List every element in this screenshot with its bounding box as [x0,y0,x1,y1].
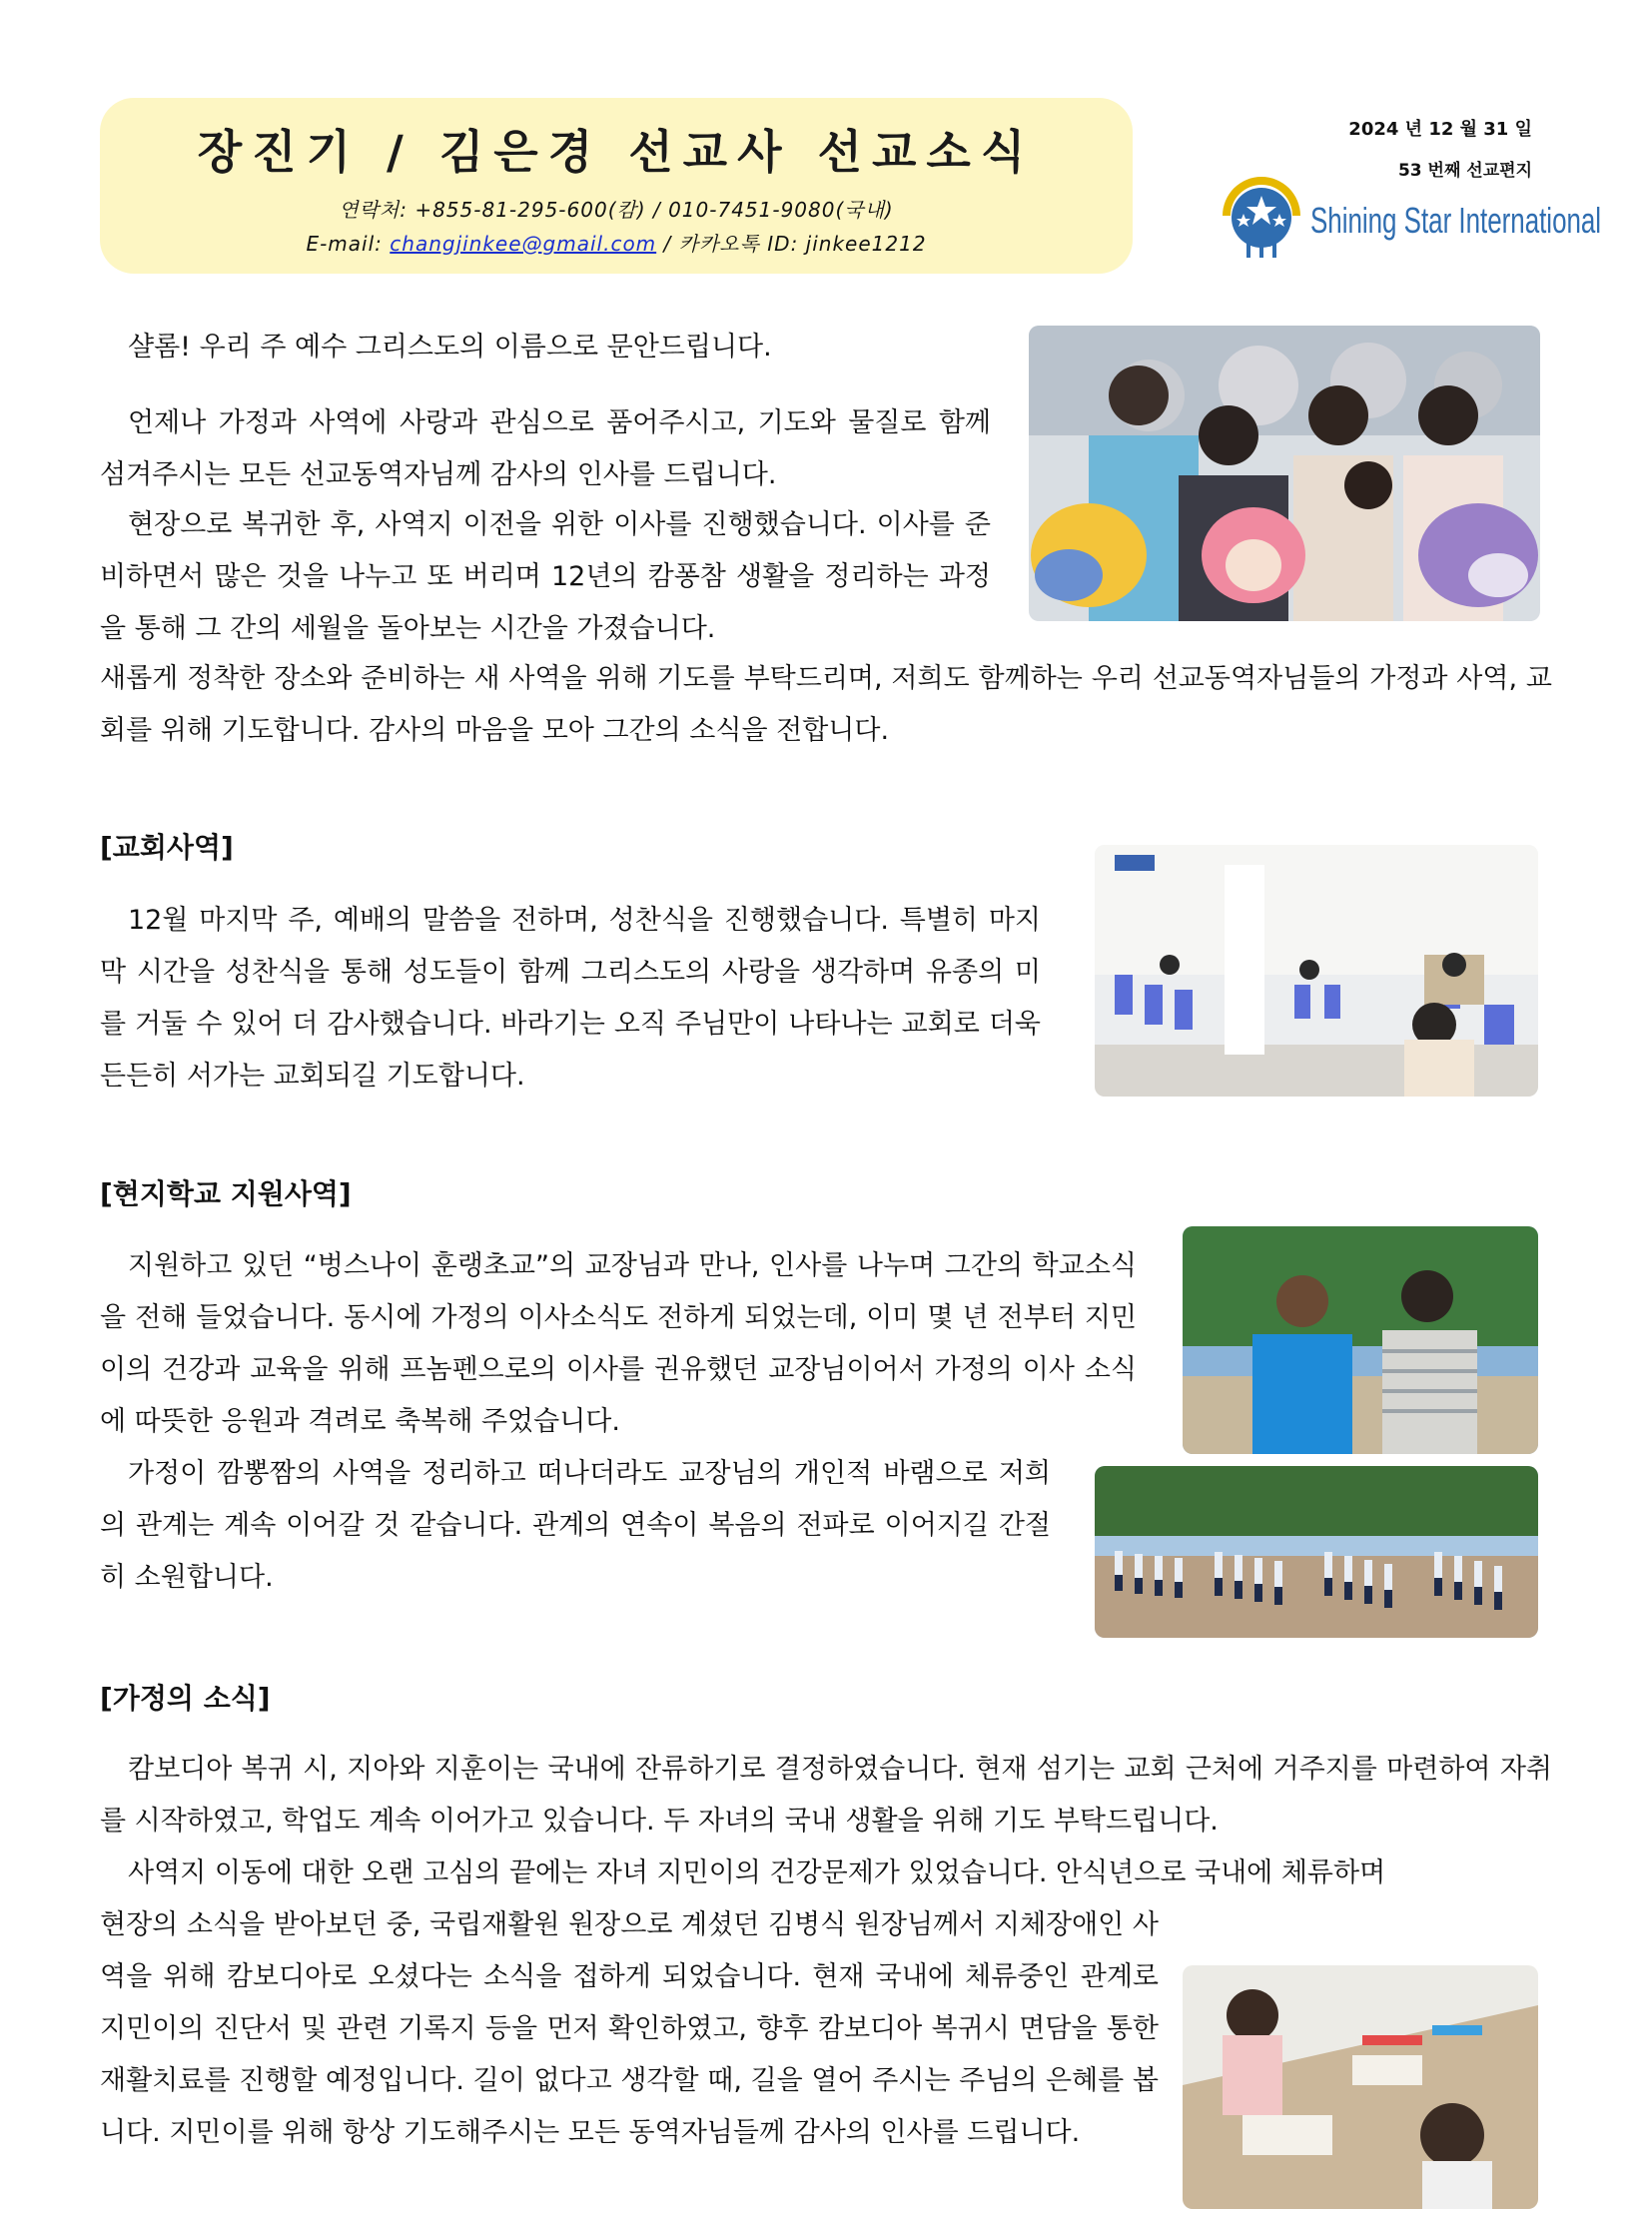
intro-paragraph-1: 언제나 가정과 사역에 사랑과 관심으로 품어주시고, 기도와 물질로 함께 섬겨주시는 모든 선교동역자님께 감사의 인사를 드립니다. [100,407,991,490]
church-paragraph: 12월 마지막 주, 예배의 말씀을 전하며, 성찬식을 진행했습니다. 특별히 마지막 시간을 성찬식을 통해 성도들이 함께 그리스도의 사랑을 생각하며 유종의 미를 거둘 수 있어 더 감사했습니다. 바라기는 오직 주님만이 나타나는 교회로 더욱 든든히 서가는 교회되길 기도합니다. [100,905,1041,1092]
school-paragraph-2: 가정이 깜뽕짬의 사역을 정리하고 떠나더라도 교장님의 개인적 바램으로 저희의 관계는 계속 이어갈 것 같습니다. 관계의 연속이 복음의 전파로 이어지길 간절히 소원합니다. [100,1458,1051,1593]
family-paragraph-1: 캄보디아 복귀 시, 지아와 지훈이는 국내에 잔류하기로 결정하였습니다. 현재 섬기는 교회 근처에 거주지를 마련하여 자취를 시작하였고, 학업도 계속 이어가고 있습니다. 두 자녀의 국내 생활을 위해 기도 부탁드립니다. [100,1754,1552,1837]
logo-text: Shining Star International [1310,200,1602,241]
email-line [100,228,1133,257]
intro-greeting: 샬롬! 우리 주 예수 그리스도의 이름으로 문안드립니다. [128,332,772,363]
contact-info: 연락처: +855-81-295-600(캄) / 010-7451-9080(국내) [339,198,894,222]
star-emblem-icon [1217,176,1306,266]
header-banner [100,98,1133,274]
family-paragraph-2: 사역지 이동에 대한 오랜 고심의 끝에는 자녀 지민이의 건강문제가 있었습니다. 안식년으로 국내에 체류하며 [128,1857,1386,1888]
school-assembly-photo [1095,1466,1538,1638]
email-label: E-mail: [306,232,383,256]
church-photo [1095,845,1538,1097]
organization-logo [1217,176,1602,268]
intro-paragraph-2: 현장으로 복귀한 후, 사역지 이전을 위한 이사를 진행했습니다. 이사를 준비하면서 많은 것을 나누고 또 버리며 12년의 캄퐁참 생활을 정리하는 과정을 통해 그 간의 세월을 돌아보는 시간을 가졌습니다. [100,509,991,644]
letter-date: 2024 년 12 월 31 일 [1348,119,1532,140]
family-photo [1029,326,1540,621]
principal-photo [1183,1226,1538,1454]
page-title: 장진기 / 김은경 선교사 선교소식 [197,125,1036,179]
family-paragraph-3: 현장의 소식을 받아보던 중, 국립재활원 원장으로 계셨던 김병식 원장님께서 지체장애인 사역을 위해 캄보디아로 오셨다는 소식을 접하게 되었습니다. 현재 국내에 체류중인 관계로 지민이의 진단서 및 관련 기록지 등을 먼저 확인하였고, 향후 캄보디아 복귀시 면담을 통한 재활치료를 진행할 예정입니다. 길이 없다고 생각할 때, 길을 열어 주시는 주님의 은혜를 봅니다. 지민이를 위해 항상 기도해주시는 모든 동역자님들께 감사의 인사를 드립니다. [100,1909,1159,2148]
email-link[interactable]: changjinkee@gmail.com [390,232,657,256]
section-heading-family: [가정의 소식] [100,1682,271,1715]
section-heading-school: [현지학교 지원사역] [100,1177,352,1210]
letter-number: 53 번째 선교편지 [1397,161,1532,181]
kakao-id: / 카카오톡 ID: jinkee1212 [663,232,927,256]
intro-paragraph-3: 새롭게 정착한 장소와 준비하는 새 사역을 위해 기도를 부탁드리며, 저희도 함께하는 우리 선교동역자님들의 가정과 사역, 교회를 위해 기도합니다. 감사의 마음을 모아 그간의 소식을 전합니다. [100,663,1552,746]
section-heading-church: [교회사역] [100,831,234,864]
children-drawing-photo [1183,1965,1538,2209]
school-paragraph-1: 지원하고 있던 “벙스나이 훈랭초교”의 교장님과 만나, 인사를 나누며 그간의 학교소식을 전해 들었습니다. 동시에 가정의 이사소식도 전하게 되었는데, 이미 몇 년 전부터 지민이의 건강과 교육을 위해 프놈펜으로의 이사를 권유했던 교장님이어서 가정의 이사 소식에 따뜻한 응원과 격려로 축복해 주었습니다. [100,1250,1137,1437]
